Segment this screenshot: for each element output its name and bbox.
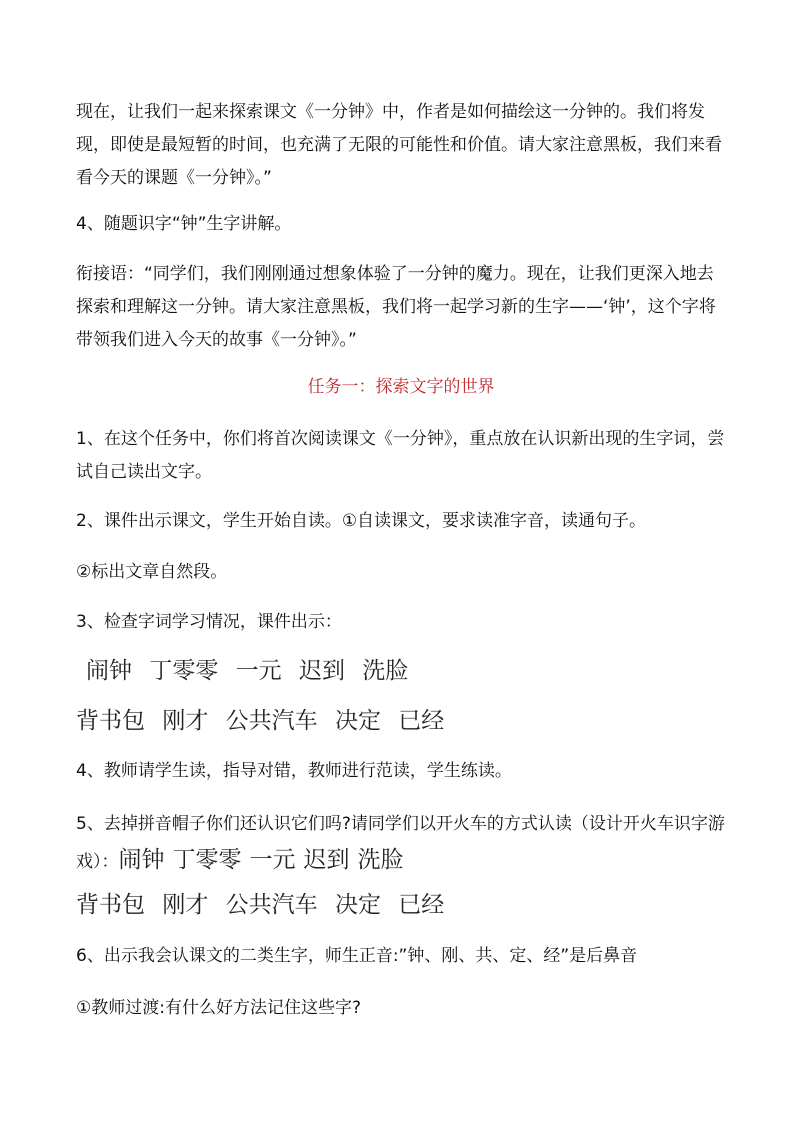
word-item: 已经 [398,708,445,734]
paragraph-task-5-text: 5、去掉拼音帽子你们还认识它们吗?请同学们以开火车的方式认读（设计开火车识字游戏）： [76,814,725,872]
word-item: 一元 [249,847,296,873]
word-item: 洗脸 [357,847,404,873]
word-row-3 [76,888,454,922]
paragraph-step-4: 4、随题识字“钟”生字讲解。 [76,214,292,234]
word-item: 刚才 [162,892,209,918]
word-item: 已经 [398,892,445,918]
paragraph-task-3: 3、检查字词学习情况，课件出示： [76,612,342,632]
word-item: 丁零零 [149,658,219,684]
paragraph-task-2: 2、课件出示课文，学生开始自读。①自读课文，要求读准字音，读通句子。 [76,511,647,531]
word-item: 一元 [235,658,282,684]
word-row-inline [119,847,412,873]
word-item: 决定 [334,892,381,918]
word-item: 迟到 [303,847,350,873]
section-heading: 任务一：探索文字的世界 [307,377,495,397]
word-item: 公共汽车 [225,708,318,734]
paragraph-transition: 衔接语：“同学们，我们刚刚通过想象体验了一分钟的魔力。现在，让我们更深入地去探索和理解这一分钟。请大家注意黑板，我们将一起学习新的生字——‘钟’，这个字将带领我们进入今天的故事《一分钟》。” [76,264,716,350]
paragraph-task-4: 4、教师请学生读，指导对错，教师进行范读，学生练读。 [76,761,512,781]
word-item: 公共汽车 [225,892,318,918]
word-row-2 [76,704,454,738]
word-item: 背书包 [76,892,145,918]
paragraph-task-5 [76,806,726,880]
paragraph-intro: 现在，让我们一起来探索课文《一分钟》中，作者是如何描绘这一分钟的。我们将发现，即使是最短暂的时间，也充满了无限的可能性和价值。请大家注意黑板，我们来看看今天的课题《一分钟》。” [76,102,722,188]
word-item: 背书包 [76,708,145,734]
paragraph-task-6: 6、出示我会认课文的二类生字，师生正音:”钟、刚、共、定、经”是后鼻音 [76,946,638,966]
word-item: 丁零零 [172,847,242,873]
paragraph-task-6-sub: ①教师过渡:有什么好方法记住这些字? [76,998,361,1018]
paragraph-task-2-sub: ②标出文章自然段。 [76,562,228,582]
word-item: 洗脸 [362,658,409,684]
word-item: 决定 [334,708,381,734]
word-item: 刚才 [162,708,209,734]
word-item: 闹钟 [86,658,132,684]
word-row-1 [86,654,418,688]
word-item: 迟到 [298,658,345,684]
word-item: 闹钟 [118,847,165,873]
paragraph-task-1: 1、在这个任务中，你们将首次阅读课文《一分钟》，重点放在认识新出现的生字词，尝试自己读出文字。 [76,429,725,482]
